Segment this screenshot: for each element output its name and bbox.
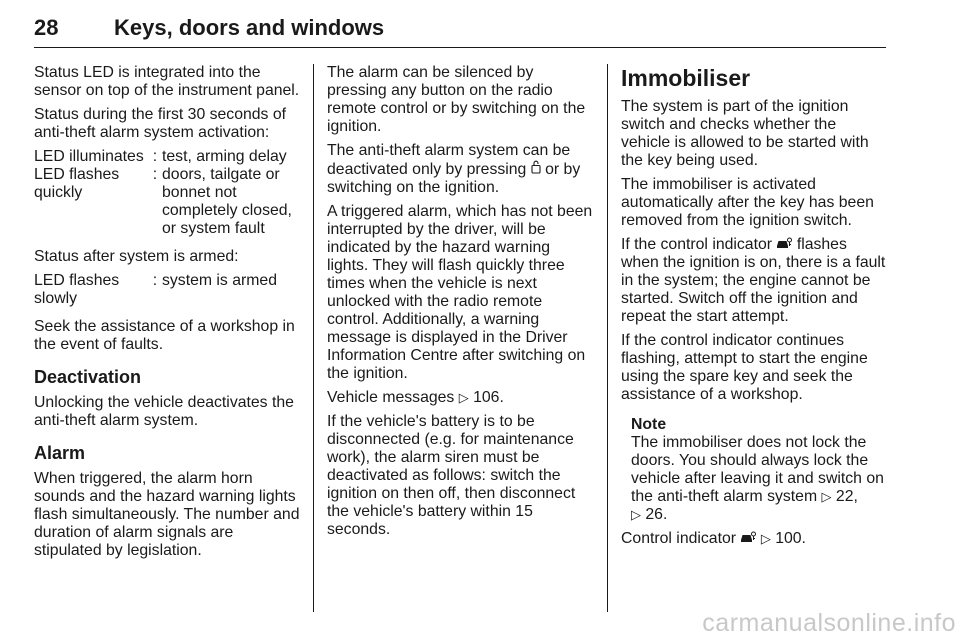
reference-arrow-icon: ▷ — [760, 531, 771, 546]
section-heading-alarm: Alarm — [34, 443, 86, 463]
table-separator: : — [152, 148, 158, 165]
table-term: LED flashes quickly — [34, 166, 120, 201]
section-heading-deactivation: Deactivation — [34, 367, 142, 387]
led-status-table — [34, 148, 300, 238]
page-number: 28 — [34, 15, 59, 40]
header-rule — [34, 47, 886, 48]
paragraph: If the control indicator continues flashing, attempt to start the engine using the spare key and seek the assistance of a workshop. — [621, 332, 868, 403]
column-left — [34, 64, 300, 566]
paragraph: Status after system is armed: — [34, 248, 239, 265]
column-middle — [327, 64, 595, 545]
page-reference[interactable]: 100. — [775, 530, 806, 547]
paragraph — [621, 236, 888, 326]
section-title-immobiliser: Immobiliser — [621, 65, 751, 91]
text-span: The immobiliser does not lock the doors. You should always lock the vehicle after leaving it and switch on the anti-theft alarm system — [631, 434, 884, 505]
reference-arrow-icon: ▷ — [631, 507, 641, 522]
table-term: LED flashes slowly — [34, 272, 120, 307]
text-span: The anti-theft alarm system can be deactivated only by pressing — [327, 142, 571, 178]
text-span: or by switching on the ignition. — [327, 161, 581, 196]
page-reference[interactable]: 26. — [645, 506, 668, 523]
watermark: carmanualsonline.info — [702, 609, 956, 637]
led-armed-table — [34, 272, 300, 308]
immobiliser-car-key-icon — [740, 530, 756, 548]
page-reference[interactable]: 22, — [835, 488, 858, 505]
paragraph: The system is part of the ignition switch and checks whether the vehicle is allowed to be started with the key being used. — [621, 98, 869, 169]
column-divider — [313, 64, 314, 612]
chapter-title: Keys, doors and windows — [114, 15, 385, 40]
paragraph: Unlocking the vehicle deactivates the anti-theft alarm system. — [34, 394, 294, 429]
paragraph: Status LED is integrated into the sensor on top of the instrument panel. — [34, 64, 300, 99]
table-desc: test, arming delay — [162, 148, 287, 165]
text-span: Vehicle messages — [327, 389, 455, 406]
column-right — [621, 64, 888, 554]
paragraph — [327, 389, 595, 407]
paragraph — [327, 142, 595, 197]
table-desc: doors, tailgate or bonnet not completely closed, or system fault — [162, 166, 292, 237]
text-span: Control indicator — [621, 530, 737, 547]
paragraph: When triggered, the alarm horn sounds and the hazard warning lights flash simultaneously. The number and duration of alarm signals are stipulated by legislation. — [34, 470, 300, 559]
text-span: flashes when the ignition is on, there is a fault in the system; the engine cannot be started. Switch off the ignition and repeat the start attempt. — [621, 236, 886, 325]
paragraph: A triggered alarm, which has not been interrupted by the driver, will be indicated by the hazard warning lights. They will flash quickly three times when the vehicle is next unlocked with the radio remote control. Additionally, a warning message is displayed in the Driver Information Centre after switching on the ignition. — [327, 203, 593, 382]
text-span: If the control indicator — [621, 236, 773, 253]
paragraph: Seek the assistance of a workshop in the event of faults. — [34, 318, 295, 353]
paragraph: Status during the first 30 seconds of anti-theft alarm system activation: — [34, 106, 287, 141]
paragraph — [621, 530, 888, 548]
remote-lock-button-icon — [531, 160, 541, 179]
immobiliser-car-key-icon — [776, 236, 792, 254]
reference-arrow-icon: ▷ — [458, 390, 469, 405]
paragraph: If the vehicle's battery is to be disconnected (e.g. for maintenance work), the alarm siren must be deactivated as follows: switch the ignition on then off, then disconnect the vehicle's battery within 15 seconds. — [327, 413, 576, 538]
reference-arrow-icon: ▷ — [821, 489, 832, 504]
paragraph: The immobiliser is activated automatically after the key has been removed from the ignition switch. — [621, 176, 874, 229]
page-header — [34, 6, 886, 48]
table-separator: : — [152, 272, 158, 289]
paragraph: The alarm can be silenced by pressing any button on the radio remote control or by switching on the ignition. — [327, 64, 586, 135]
note-heading: Note — [631, 416, 667, 433]
note-box — [631, 416, 888, 524]
table-separator: : — [152, 166, 158, 183]
table-term: LED illuminates — [34, 148, 144, 165]
note-text — [631, 434, 888, 524]
page-reference[interactable]: 106. — [473, 389, 504, 406]
column-divider — [607, 64, 608, 612]
table-desc: system is armed — [162, 272, 277, 289]
